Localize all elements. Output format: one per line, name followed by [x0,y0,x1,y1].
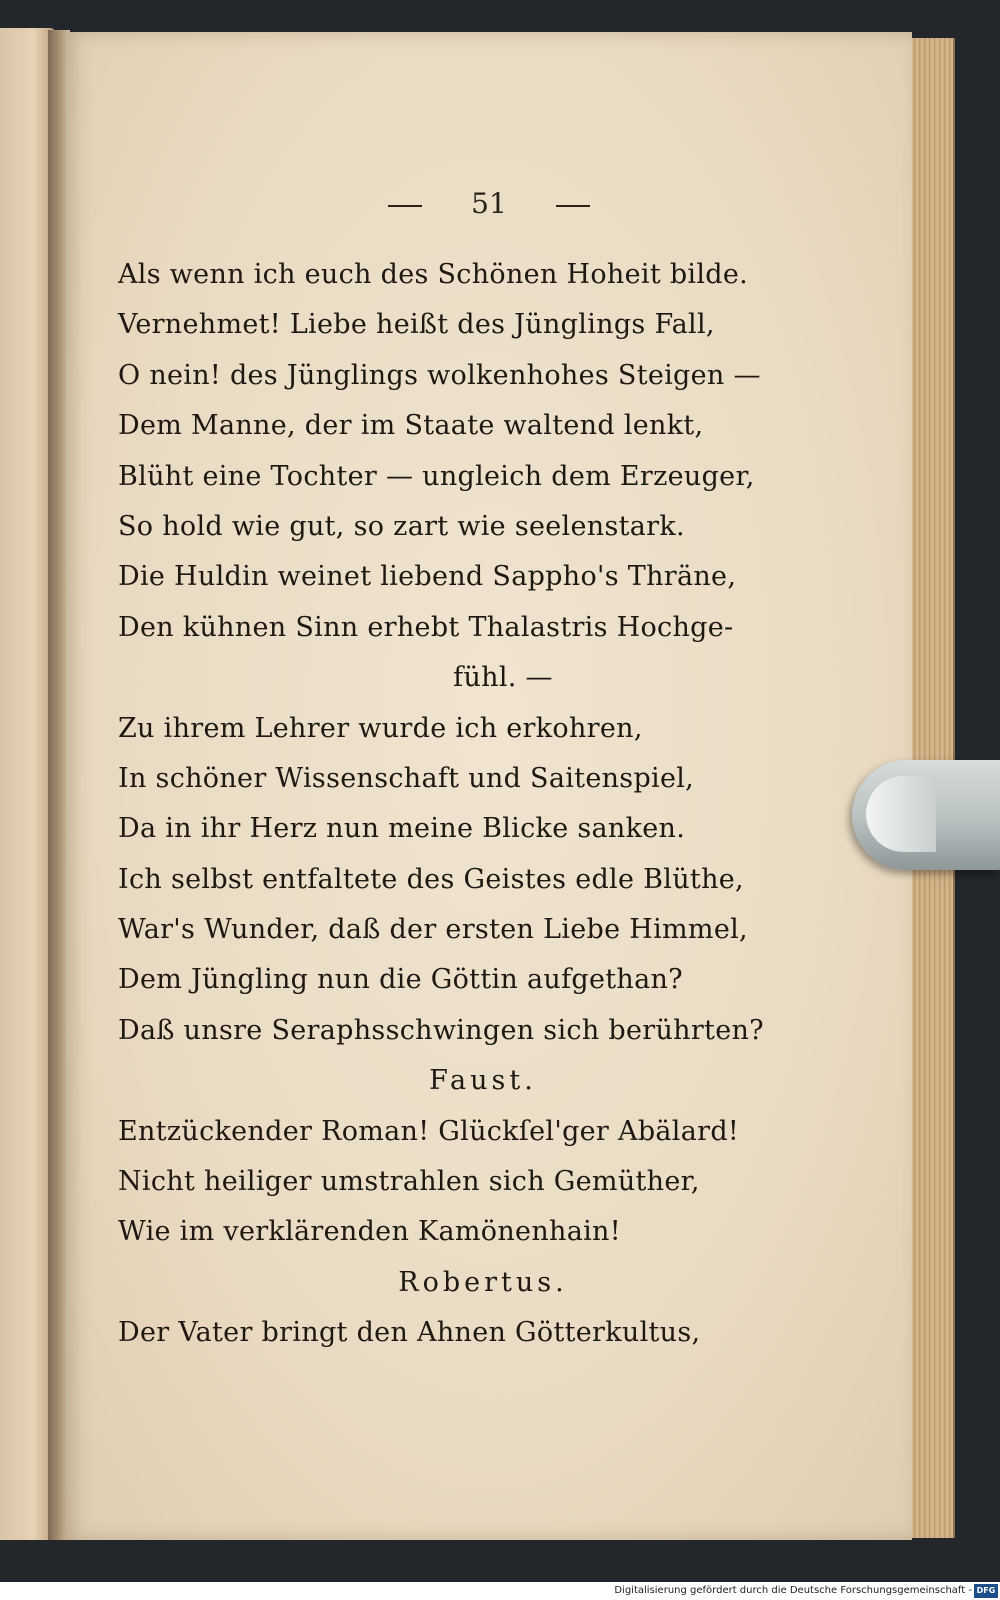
text-line: In schöner Wissenschaft und Saitenspiel, [118,762,695,794]
text-line: Nicht heiliger umstrahlen sich Gemüther, [118,1166,700,1198]
header-dash-left [388,205,422,207]
book-page [66,32,912,1540]
speaker-name: Faust. [429,1065,537,1097]
text-line: Die Huldin weinet liebend Sappho's Thräne, [118,561,737,593]
text-line: Den kühnen Sinn erhebt Thalastris Hochge- [118,611,734,643]
text-line: Daß unsre Seraphsschwingen sich berührten? [118,1014,764,1046]
page-header [66,187,912,220]
text-line: So hold wie gut, so zart wie seelenstark. [118,510,685,542]
digitization-credit: Digitalisierung gefördert durch die Deutsche Forschungsgemeinschaft - [614,1585,972,1596]
text-line: fühl. — [453,662,553,694]
clip-highlight [866,776,936,852]
text-line: Der Vater bringt den Ahnen Götterkultus, [118,1317,701,1349]
text-line: Blüht eine Tochter — ungleich dem Erzeuger, [118,460,755,492]
text-line: Entzückender Roman! Glückſel'ger Abälard! [118,1115,740,1147]
text-line: O nein! des Jünglings wolkenhohes Steigen — [118,359,761,391]
text-line: Als wenn ich euch des Schönen Hoheit bilde. [118,259,749,290]
text-line: Da in ihr Herz nun meine Blicke sanken. [118,813,686,845]
text-line: Zu ihrem Lehrer wurde ich erkohren, [118,712,643,744]
page-number: 51 [471,187,507,220]
header-dash-right [556,205,590,207]
text-line: War's Wunder, daß der ersten Liebe Himmel, [118,914,748,946]
dfg-logo: DFG [974,1584,998,1598]
text-line: Ich selbst entfaltete des Geistes edle Blüthe, [118,863,744,895]
text-line: Wie im verklärenden Kamönenhain! [118,1216,621,1248]
text-line: Dem Jüngling nun die Göttin aufgethan? [118,964,683,996]
page-clip [852,760,1000,870]
text-line: Vernehmet! Liebe heißt des Jünglings Fall, [118,309,715,341]
page-text [118,250,848,1359]
speaker-name: Robertus. [398,1266,568,1298]
text-line: Dem Manne, der im Staate waltend lenkt, [118,410,704,442]
